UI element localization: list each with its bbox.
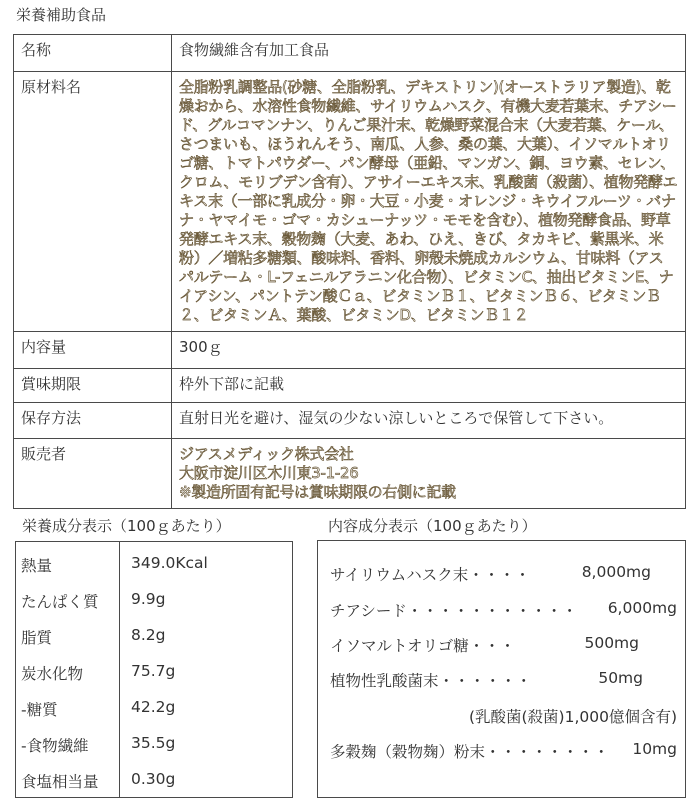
contents-row — [330, 669, 677, 691]
nutrition-label: 食塩相当量 — [21, 773, 99, 791]
spec-label: 内容量 — [14, 332, 172, 369]
contents-dots: ・・・・・・ — [438, 672, 532, 690]
contents-note: (乳酸菌(殺菌)1,000億個含有) — [468, 708, 677, 726]
nutrition-table — [15, 541, 293, 798]
nutrition-label: 炭水化物 — [21, 665, 84, 683]
nutrition-label: 脂質 — [21, 629, 53, 647]
contents-label: 多穀麹（穀物麹）粉末 — [330, 743, 486, 761]
contents-row — [330, 740, 677, 762]
nutrition-value: 0.30g — [131, 770, 176, 788]
nutrition-row — [16, 758, 292, 794]
spec-value: 300ｇ — [172, 332, 686, 369]
nutrition-title: 栄養成分表示（100ｇあたり） — [22, 517, 231, 535]
contents-amount: 8,000mg — [581, 563, 651, 581]
nutrition-label: たんぱく質 — [21, 593, 99, 611]
nutrition-value: 9.9g — [131, 590, 166, 608]
spec-label: 賞味期限 — [14, 369, 172, 403]
spec-value: 枠外下部に記載 — [172, 369, 686, 403]
nutrition-row — [16, 578, 292, 614]
nutrition-value: 42.2g — [131, 698, 176, 716]
contents-dots: ・・・・・・・・ — [485, 743, 610, 761]
nutrition-value: 75.7g — [131, 662, 176, 680]
spec-label: 保存方法 — [14, 403, 172, 439]
contents-amount: 50mg — [598, 669, 643, 687]
spec-row-quantity — [14, 332, 686, 369]
spec-row-expiry — [14, 369, 686, 403]
spec-label: 原材料名 — [14, 72, 172, 332]
nutrition-row — [16, 614, 292, 650]
spec-label: 販売者 — [14, 439, 172, 509]
product-category-title: 栄養補助食品 — [16, 6, 107, 24]
spec-value: 直射日光を避け、湿気の少ない涼しいところで保管して下さい。 — [172, 403, 686, 439]
contents-label: サイリウムハスク末 — [330, 566, 469, 584]
contents-label: チアシード — [330, 602, 407, 620]
seller-address: 大阪市淀川区木川東3-1-26 — [179, 464, 359, 482]
spec-row-name — [14, 35, 686, 72]
nutrition-row — [16, 542, 292, 578]
nutrition-label: -糖質 — [21, 701, 58, 719]
seller-company: ジアスメディック株式会社 — [179, 445, 354, 463]
nutrition-value: 349.0Kcal — [131, 554, 208, 572]
spec-value-ingredients: 全脂粉乳調整品(砂糖、全脂粉乳、デキストリン)(オーストラリア製造)、乾燥おから、水溶性食物繊維、サイリウムハスク、有機大麦若葉末、チアシード、グルコマンナン、りんご果汁末、乾燥野菜混合末（大麦若葉、ケール、さつまいも、ほうれんそう、南瓜、人参、桑の葉、大葉）、イソマルトオリゴ糖、トマトパウダー、パン酵母（亜鉛、マンガン、銅、ヨウ素、セレン、クロム、モリブデン含有）、アサイーエキス末、乳酸菌（殺菌）、植物発酵エキス末（一部に乳成分・卵・大豆・小麦・オレンジ・キウイフルーツ・バナナ・ヤマイモ・ゴマ・カシューナッツ・モモを含む）、植物発酵食品、野草発酵エキス末、穀物麹（大麦、あわ、ひえ、きび、タカキビ、紫黒米、米粉）／増粘多糖類、酸味料、香料、卵殻未焼成カルシウム、甘味料（アスパルテーム・L-フェニルアラニン化合物）、ビタミンC、抽出ビタミンE、ナイアシン、パントテン酸Ｃａ、ビタミンＢ１、ビタミンＢ６、ビタミンＢ２、ビタミンＡ、葉酸、ビタミンD、ビタミンＢ１２ — [172, 72, 686, 332]
spec-label: 名称 — [14, 35, 172, 72]
nutrition-value: 35.5g — [131, 734, 176, 752]
spec-row-storage — [14, 403, 686, 439]
contents-dots: ・・・・・・・・・・・ — [406, 602, 578, 620]
nutrition-row — [16, 722, 292, 758]
contents-label: 植物性乳酸菌末 — [330, 672, 439, 690]
seller-note: ※製造所固有記号は賞味期限の右側に記載 — [179, 483, 456, 501]
contents-table — [317, 540, 686, 798]
spec-row-seller — [14, 439, 686, 509]
nutrition-label: 熱量 — [21, 557, 53, 575]
spec-value: 食物繊維含有加工食品 — [172, 35, 686, 72]
nutrition-row — [16, 686, 292, 722]
contents-label: イソマルトオリゴ糖 — [330, 637, 469, 655]
spec-value-seller — [172, 439, 686, 509]
contents-dots: ・・・・ — [468, 566, 531, 584]
nutrition-value: 8.2g — [131, 626, 166, 644]
contents-amount: 6,000mg — [607, 599, 677, 617]
contents-title: 内容成分表示（100ｇあたり） — [328, 517, 537, 535]
product-spec-table — [13, 34, 686, 509]
spec-row-ingredients — [14, 72, 686, 332]
contents-row — [330, 563, 677, 585]
contents-amount: 500mg — [584, 634, 639, 652]
nutrition-row — [16, 650, 292, 686]
contents-row — [330, 599, 677, 621]
contents-dots: ・・・ — [468, 637, 516, 655]
contents-amount: 10mg — [632, 740, 677, 758]
contents-row — [330, 634, 677, 656]
nutrition-label: -食物繊維 — [21, 737, 89, 755]
